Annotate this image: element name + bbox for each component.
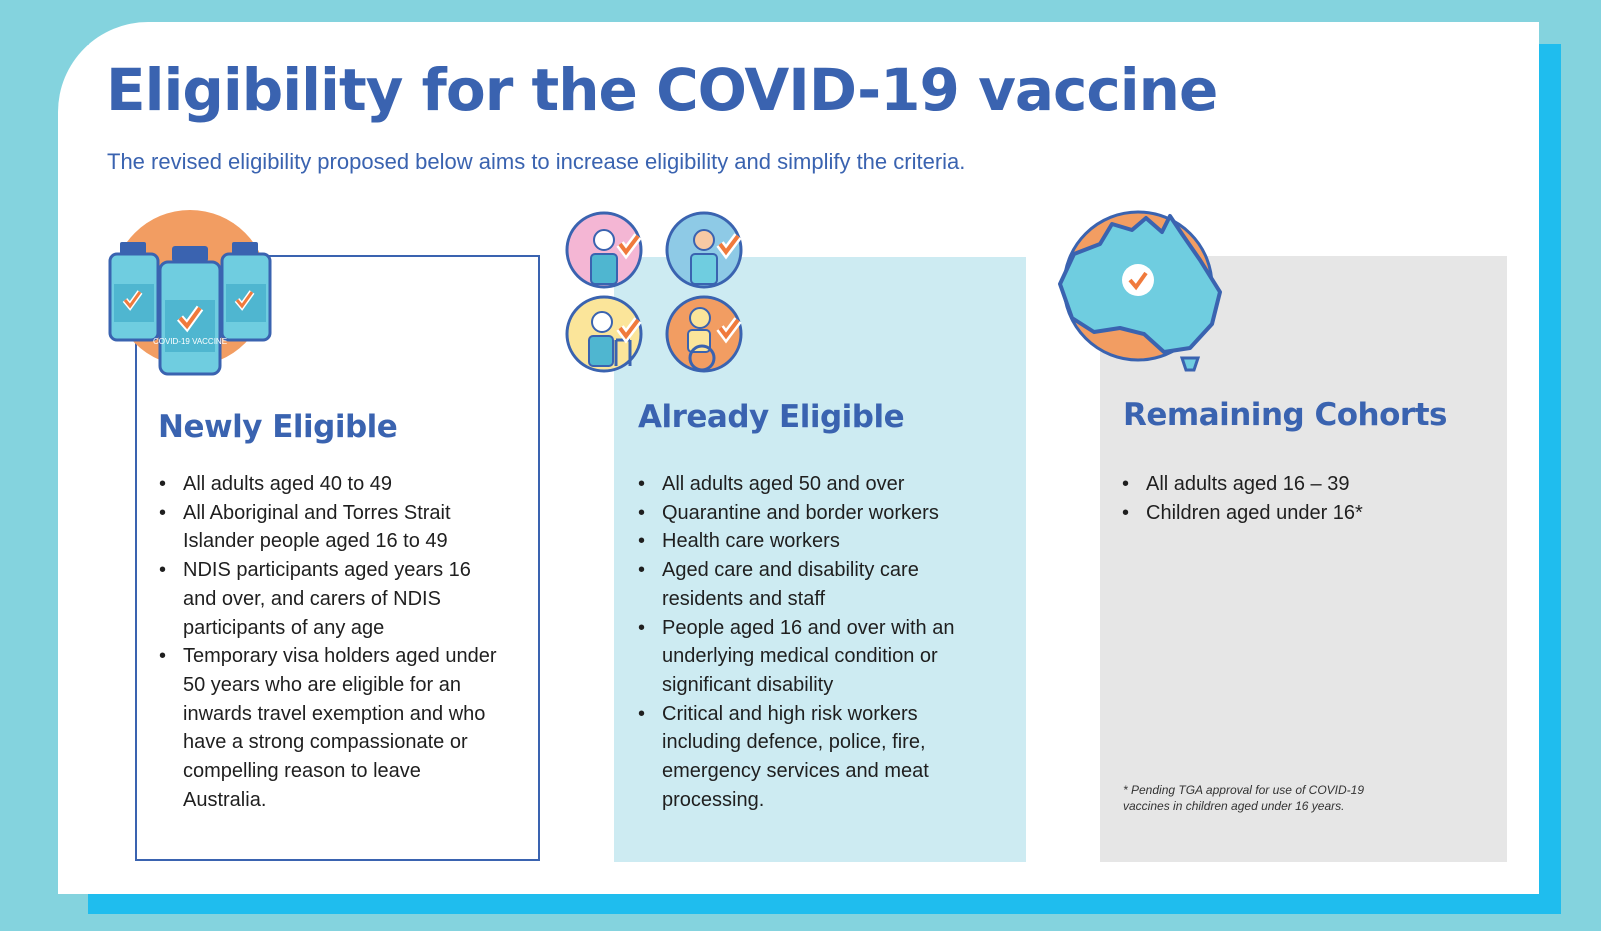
- elderly-person-icon: [567, 297, 641, 371]
- list-item: • People aged 16 and over with an underlying medical condition or significant disability: [638, 614, 993, 700]
- remaining-cohorts-heading: Remaining Cohorts: [1123, 397, 1447, 433]
- vial-label: COVID-19 VACCINE: [152, 337, 228, 346]
- health-worker-icon: [567, 213, 641, 287]
- people-groups-icon: [564, 210, 764, 380]
- vial-right-icon: [222, 242, 270, 340]
- list-item: • All adults aged 16 – 39: [1122, 470, 1482, 499]
- vial-left-icon: [110, 242, 158, 340]
- remaining-cohorts-list: [1122, 470, 1482, 527]
- list-item: • Critical and high risk workers including defence, police, fire, emergency services and meat processing.: [638, 700, 993, 815]
- vial-center-icon: [153, 246, 227, 374]
- already-eligible-heading: Already Eligible: [638, 399, 905, 435]
- newly-eligible-list: [159, 470, 504, 814]
- list-item: • Quarantine and border workers: [638, 499, 993, 528]
- vaccine-vials-icon: [104, 208, 276, 380]
- border-worker-icon: [667, 213, 741, 287]
- list-item: • Health care workers: [638, 527, 993, 556]
- newly-eligible-heading: Newly Eligible: [158, 409, 398, 445]
- list-item: • Children aged under 16*: [1122, 499, 1482, 528]
- page-subtitle: The revised eligibility proposed below aims to increase eligibility and simplify the criteria.: [107, 149, 966, 174]
- list-item: • Aged care and disability care residents and staff: [638, 556, 993, 613]
- list-item: • All Aboriginal and Torres Strait Islander people aged 16 to 49: [159, 499, 504, 556]
- already-eligible-list: [638, 470, 993, 814]
- list-item: • All adults aged 40 to 49: [159, 470, 504, 499]
- list-item: • All adults aged 50 and over: [638, 470, 993, 499]
- australia-map-icon: [1054, 210, 1232, 380]
- list-item: • Temporary visa holders aged under 50 years who are eligible for an inwards travel exemption and who have a strong compassionate or compelling reason to leave Australia.: [159, 642, 504, 814]
- wheelchair-user-icon: [667, 297, 741, 371]
- list-item: • NDIS participants aged years 16 and over, and carers of NDIS participants of any age: [159, 556, 504, 642]
- page-title: Eligibility for the COVID-19 vaccine: [106, 56, 1218, 124]
- remaining-footnote: * Pending TGA approval for use of COVID-19 vaccines in children aged under 16 years.: [1123, 783, 1365, 813]
